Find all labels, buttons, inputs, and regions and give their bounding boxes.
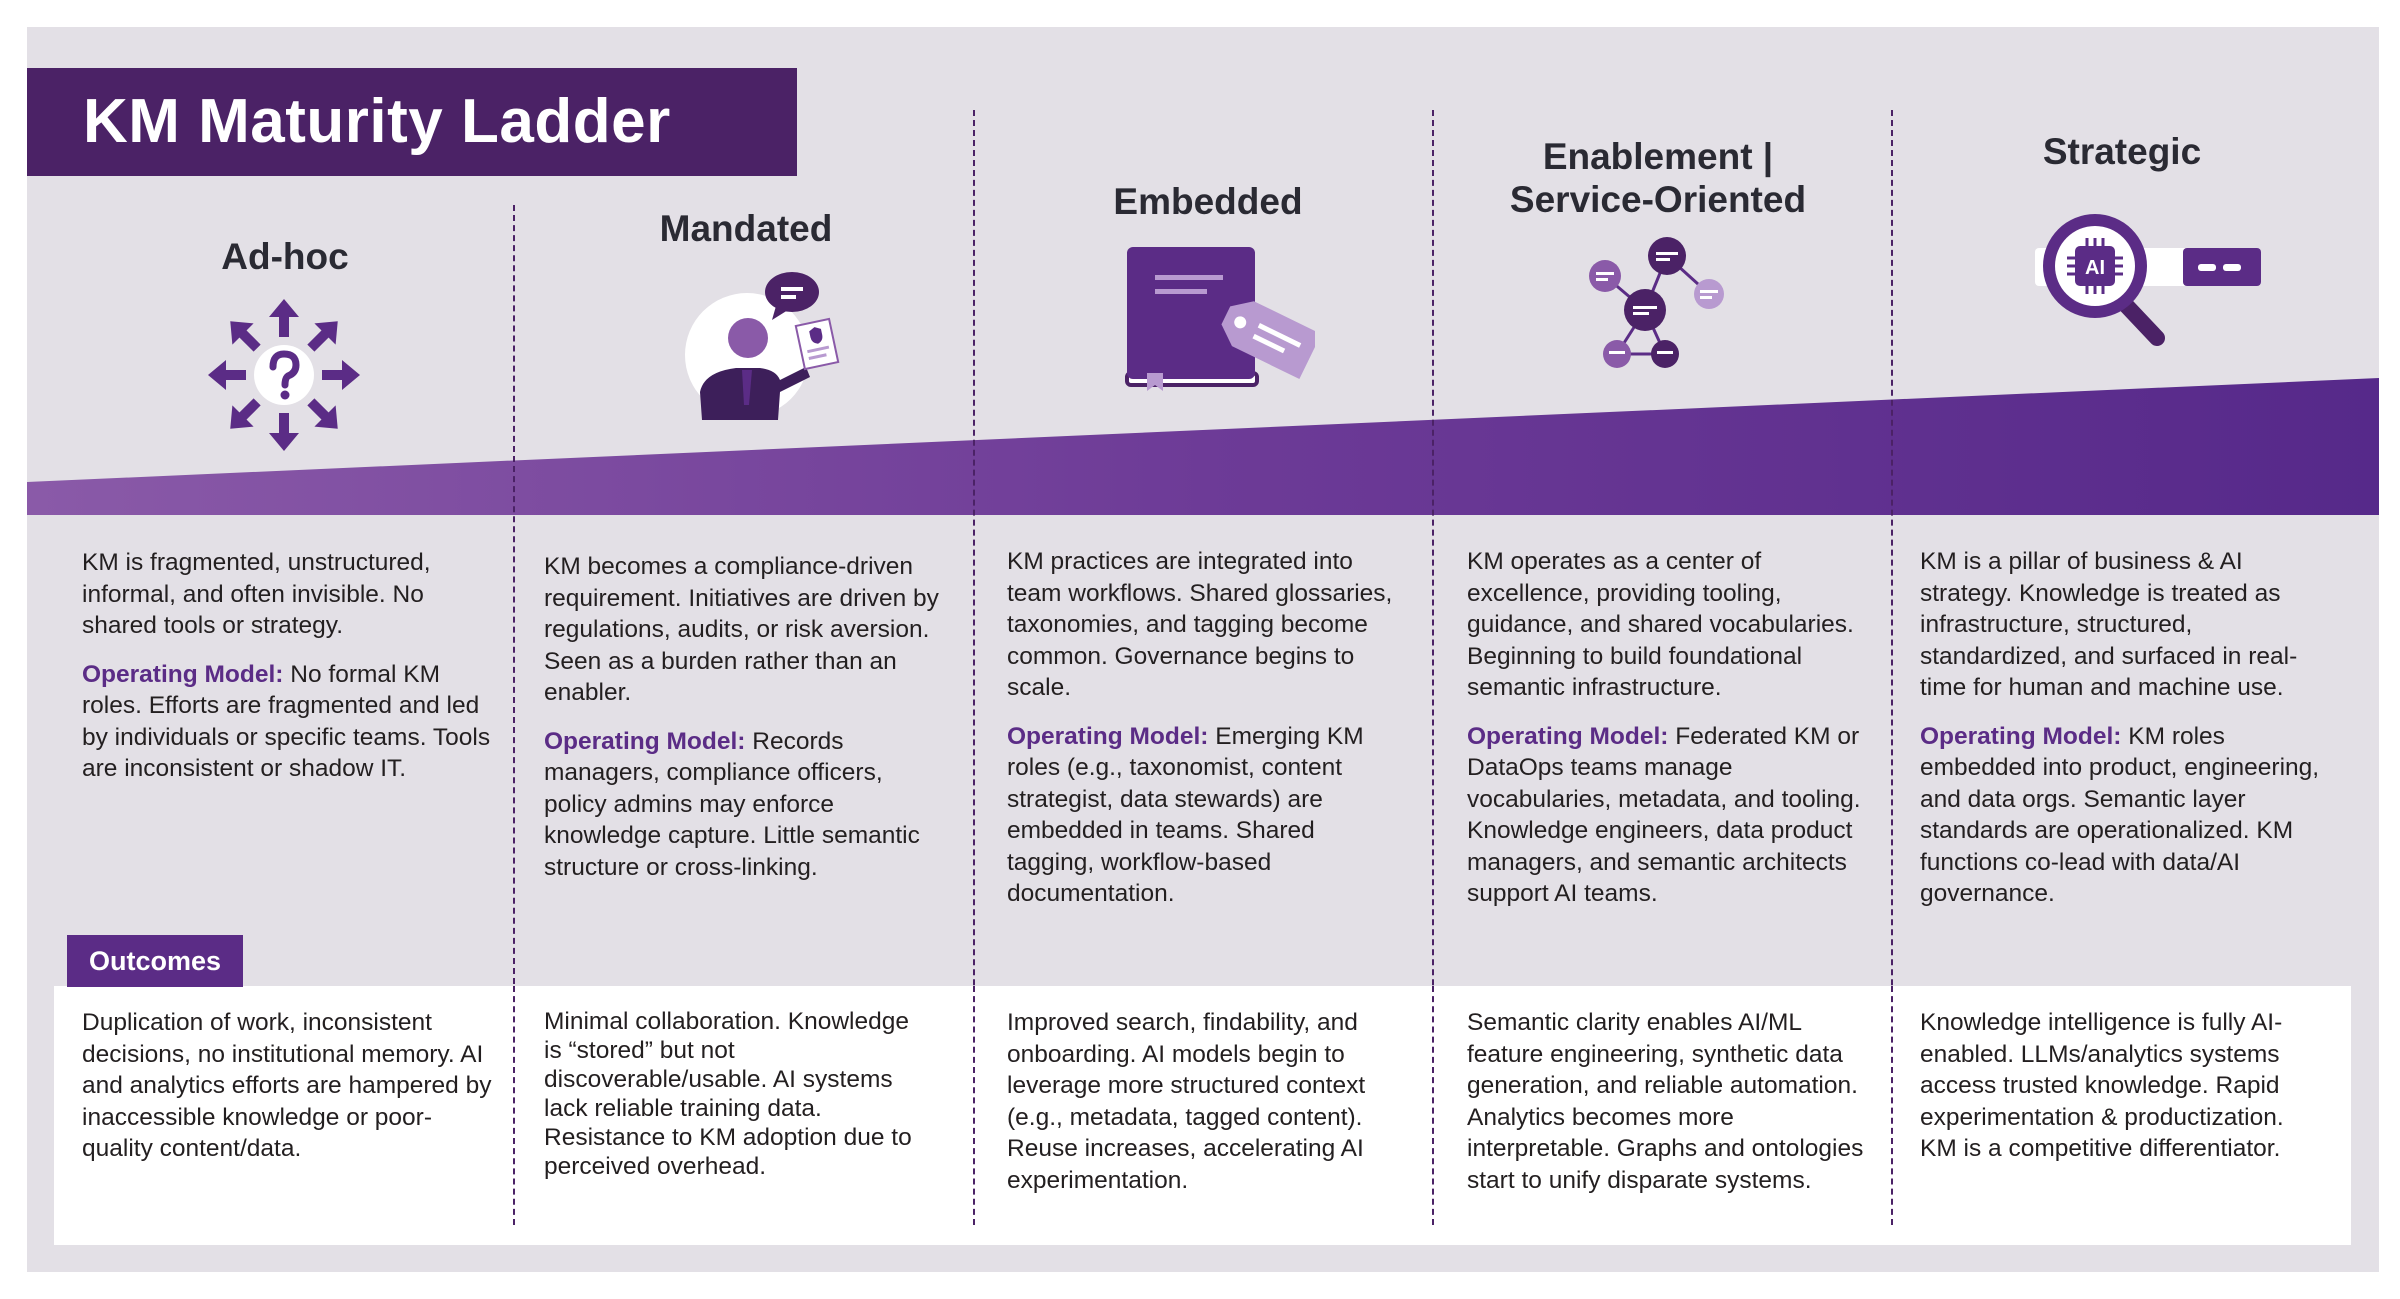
outcome-strategic: Knowledge intelligence is fully AI-enabled. LLMs/analytics systems access trusted knowledge. Rapid experimentation & productization. KM is a competitive differentiator. bbox=[1920, 1009, 2284, 1162]
stage-details-enablement bbox=[1467, 546, 1867, 927]
column-divider bbox=[1891, 986, 1893, 1225]
operating-model-text: No formal KM roles. Efforts are fragmented and led by individuals or specific teams. Tools are inconsistent or shadow IT. bbox=[82, 660, 491, 782]
column-divider bbox=[973, 986, 975, 1225]
page-title: KM Maturity Ladder bbox=[83, 87, 671, 156]
operating-model bbox=[1007, 721, 1407, 910]
operating-model bbox=[544, 726, 949, 884]
operating-model-text: Records managers, compliance officers, policy admins may enforce knowledge capture. Little semantic structure or cross-linking. bbox=[544, 727, 920, 881]
outcome-embedded: Improved search, findability, and onboarding. AI models begin to leverage more structured context (e.g., metadata, tagged content). Reuse increases, accelerating AI experimentation. bbox=[1007, 1009, 1366, 1194]
operating-model-label: Operating Model: bbox=[1467, 722, 1669, 750]
stage-description: KM practices are integrated into team workflows. Shared glossaries, taxonomies, and tagging become common. Governance begins to scale. bbox=[1007, 548, 1393, 701]
operating-model-text: Emerging KM roles (e.g., taxonomist, content strategist, data stewards) are embedded in teams. Shared tagging, workflow-based documentation. bbox=[1007, 722, 1364, 907]
book-tag-icon bbox=[1125, 245, 1315, 395]
network-nodes-icon bbox=[1585, 232, 1735, 372]
outcomes-label: Outcomes bbox=[67, 935, 243, 987]
stage-description: KM is a pillar of business & AI strategy. Knowledge is treated as infrastructure, structured, standardized, and surfaced in real-time for human and machine use. bbox=[1920, 548, 2298, 701]
stage-details-strategic bbox=[1920, 546, 2332, 927]
stage-details-ad-hoc bbox=[82, 547, 492, 802]
operating-model bbox=[1920, 721, 2332, 910]
title-banner bbox=[27, 68, 797, 176]
stage-description: KM operates as a center of excellence, providing tooling, guidance, and shared vocabularies. Beginning to build foundational semantic infrastructure. bbox=[1467, 548, 1854, 701]
operating-model bbox=[1467, 721, 1867, 910]
presenter-icon bbox=[680, 270, 860, 425]
operating-model-label: Operating Model: bbox=[544, 727, 746, 755]
operating-model-label: Operating Model: bbox=[1007, 722, 1209, 750]
stage-title-line: Service-Oriented bbox=[1509, 179, 1807, 220]
outcome-mandated: Minimal collaboration. Knowledge is “stored” but not discoverable/usable. AI systems lack reliable training data. Resistance to KM adoption due to perceived overhead. bbox=[544, 1008, 912, 1180]
operating-model-text: KM roles embedded into product, engineering, and data orgs. Semantic layer standards are operationalized. KM functions co-lead with data/AI governance. bbox=[1920, 722, 2320, 907]
stage-title-ad-hoc: Ad-hoc bbox=[221, 236, 349, 277]
operating-model-label: Operating Model: bbox=[82, 660, 284, 688]
stage-description: KM becomes a compliance-driven requirement. Initiatives are driven by regulations, audits, or risk aversion. Seen as a burden rather than an enabler. bbox=[544, 553, 939, 706]
stage-details-embedded bbox=[1007, 546, 1407, 927]
column-divider bbox=[1432, 986, 1434, 1225]
stage-title-enablement bbox=[1458, 135, 1858, 221]
column-divider bbox=[513, 986, 515, 1225]
operating-model bbox=[82, 659, 492, 785]
stage-details-mandated bbox=[544, 551, 949, 900]
ai-chip-label: AI bbox=[2085, 257, 2105, 279]
outcome-ad-hoc: Duplication of work, inconsistent decisions, no institutional memory. AI and analytics efforts are hampered by inaccessible knowledge or poor-quality content/data. bbox=[82, 1009, 492, 1162]
operating-model-text: Federated KM or DataOps teams manage vocabularies, metadata, and tooling. Knowledge engineers, data product managers, and semantic architects support AI teams. bbox=[1467, 722, 1861, 907]
ai-search-icon bbox=[2035, 206, 2265, 346]
stage-description: KM is fragmented, unstructured, informal, and often invisible. No shared tools or strategy. bbox=[82, 549, 431, 639]
outcome-enablement: Semantic clarity enables AI/ML feature engineering, synthetic data generation, and reliable automation. Analytics becomes more interpretable. Graphs and ontologies start to unify disparate systems. bbox=[1467, 1009, 1864, 1194]
operating-model-label: Operating Model: bbox=[1920, 722, 2122, 750]
stage-title-strategic: Strategic bbox=[2042, 131, 2202, 172]
question-arrows-icon bbox=[206, 297, 362, 453]
stage-title-mandated: Mandated bbox=[659, 208, 833, 249]
stage-title-line: Enablement | bbox=[1542, 136, 1774, 177]
stage-title-embedded: Embedded bbox=[1113, 181, 1303, 222]
